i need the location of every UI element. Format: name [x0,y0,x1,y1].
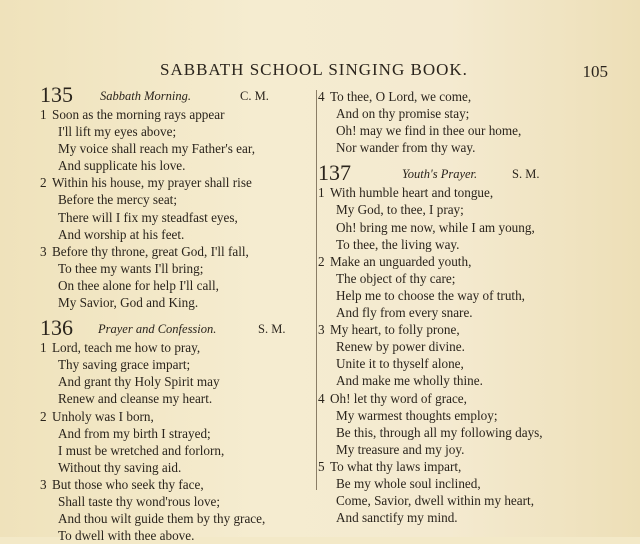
right-column [318,88,608,526]
verse-lines [318,88,608,156]
verse-text: My Savior, God and King. [58,295,199,311]
verse-line [318,321,608,338]
verse-line [318,407,608,424]
verse-number: 1 [318,185,325,201]
verse-text: And sanctify my mind. [336,510,458,526]
verse-text: And from my birth I strayed; [58,425,211,441]
verse-text: Within his house, my prayer shall rise [52,175,252,191]
verse-number: 3 [40,243,47,259]
verse-text: To dwell with thee above. [58,528,195,544]
verse-text: My heart, to folly prone, [330,322,460,338]
verse-text: My God, to thee, I pray; [336,202,464,218]
verse-text: Nor wander from thy way. [336,140,476,156]
verse-line [318,122,608,139]
hymn-number: 137 [318,160,351,186]
verse-text: Be this, through all my following days, [336,424,543,440]
verse-text: And grant thy Holy Spirit may [58,374,220,390]
verse-text: I must be wretched and forlorn, [58,442,225,458]
verse-line [318,253,608,270]
verse-line [40,157,312,174]
verse-line [318,219,608,236]
verse-number: 1 [40,107,47,122]
verse-line [318,105,608,122]
verse-text: Unholy was I born, [52,408,154,424]
hymn-meter: S. M. [258,322,286,337]
verse-line [40,260,312,277]
hymn-header [318,162,608,184]
verse-line [40,226,312,243]
verse-text: There will I fix my steadfast eyes, [58,209,238,225]
verse-text: Renew and cleanse my heart. [58,391,213,407]
verse-lines [40,106,312,311]
verse-line [40,408,312,425]
verse-text: Oh! let thy word of grace, [330,390,467,406]
verse-text: My treasure and my joy. [336,441,465,457]
verse-text: To what thy laws impart, [330,458,462,474]
verse-text: Before thy throne, great God, I'll fall, [52,243,249,259]
verse-text: And thou wilt guide them by thy grace, [58,511,266,527]
verse-text: Renew by power divine. [336,339,465,355]
verse-line [318,184,608,201]
verse-line [40,123,312,140]
verse-text: To thee, O Lord, we come, [330,89,472,104]
verse-text: Oh! bring me now, while I am young, [336,219,535,235]
verse-line [40,174,312,191]
verse-line [318,287,608,304]
verse-line [40,373,312,390]
verse-text: Come, Savior, dwell within my heart, [336,493,534,509]
verse-text: Shall taste thy wond'rous love; [58,493,221,509]
hymn-meter: C. M. [240,89,269,103]
verse-text: On thee alone for help I'll call, [58,277,219,293]
verse-number: 5 [318,458,325,474]
verse-number: 3 [318,322,325,338]
verse-text: Before the mercy seat; [58,192,177,208]
verse-text: Unite it to thyself alone, [336,356,464,372]
verse-line [40,294,312,311]
verse-text: And worship at his feet. [58,226,185,242]
verse-line [318,441,608,458]
verse-text: Make an unguarded youth, [330,253,472,269]
verse-line [318,270,608,287]
verse-lines [318,184,608,526]
verse-line [40,243,312,260]
verse-line [318,492,608,509]
verse-text: And on thy promise stay; [336,106,470,122]
verse-text: Be my whole soul inclined, [336,475,481,491]
verse-number: 2 [40,408,47,424]
verse-line [40,356,312,373]
verse-text: And supplicate his love. [58,158,186,174]
verse-text: With humble heart and tongue, [330,185,494,201]
verse-text: And fly from every snare. [336,305,473,321]
verse-text: Without thy saving aid. [58,459,182,475]
verse-line [318,424,608,441]
verse-text: To thee my wants I'll bring; [58,260,204,276]
verse-line [318,139,608,156]
verse-line [318,201,608,218]
verse-number: 1 [40,340,47,356]
verse-number: 4 [318,89,325,104]
verse-number: 4 [318,390,325,406]
verse-number: 2 [318,253,325,269]
hymn-header [40,317,312,339]
verse-line [318,338,608,355]
verse-text: And make me wholly thine. [336,373,483,389]
hymn-135-continued [318,88,608,156]
column-divider [316,90,317,490]
verse-line [40,510,312,527]
verse-line [40,493,312,510]
verse-line [40,209,312,226]
verse-text: Soon as the morning rays appear [52,107,225,122]
hymn-135 [40,84,312,311]
verse-line [40,106,312,123]
verse-line [40,527,312,544]
verse-text: Help me to choose the way of truth, [336,287,525,303]
verse-line [318,475,608,492]
verse-text: Thy saving grace impart; [58,357,191,373]
verse-line [318,88,608,105]
verse-text: My warmest thoughts employ; [336,407,498,423]
verse-text: My voice shall reach my Father's ear, [58,141,256,157]
verse-text: Oh! may we find in thee our home, [336,123,522,139]
hymn-header [40,84,312,106]
hymn-title: Prayer and Confession. [98,322,217,337]
hymn-meter: S. M. [512,167,540,182]
verse-line [318,355,608,372]
hymn-title: Sabbath Morning. [100,89,191,103]
verse-line [318,509,608,526]
verse-line [40,476,312,493]
verse-number: 3 [40,476,47,492]
verse-line [40,390,312,407]
hymn-title: Youth's Prayer. [402,167,478,182]
hymn-number: 135 [40,82,73,107]
verse-line [40,277,312,294]
verse-line [318,458,608,475]
hymn-136 [40,317,312,544]
verse-line [318,236,608,253]
verse-text: To thee, the living way. [336,236,460,252]
hymn-number: 136 [40,315,73,341]
verse-line [318,390,608,407]
left-column [40,84,312,544]
verse-line [318,372,608,389]
verse-text: Lord, teach me how to pray, [52,340,201,356]
verse-text: But those who seek thy face, [52,476,204,492]
verse-lines [40,339,312,544]
verse-line [318,304,608,321]
hymn-137 [318,162,608,526]
verse-line [40,140,312,157]
verse-line [40,191,312,208]
verse-line [40,425,312,442]
running-title: SABBATH SCHOOL SINGING BOOK. [160,60,468,79]
verse-line [40,459,312,476]
verse-text: I'll lift my eyes above; [58,124,177,140]
verse-line [40,339,312,356]
verse-line [40,442,312,459]
page-number: 105 [582,62,608,81]
verse-text: The object of thy care; [336,270,456,286]
verse-number: 2 [40,175,47,191]
